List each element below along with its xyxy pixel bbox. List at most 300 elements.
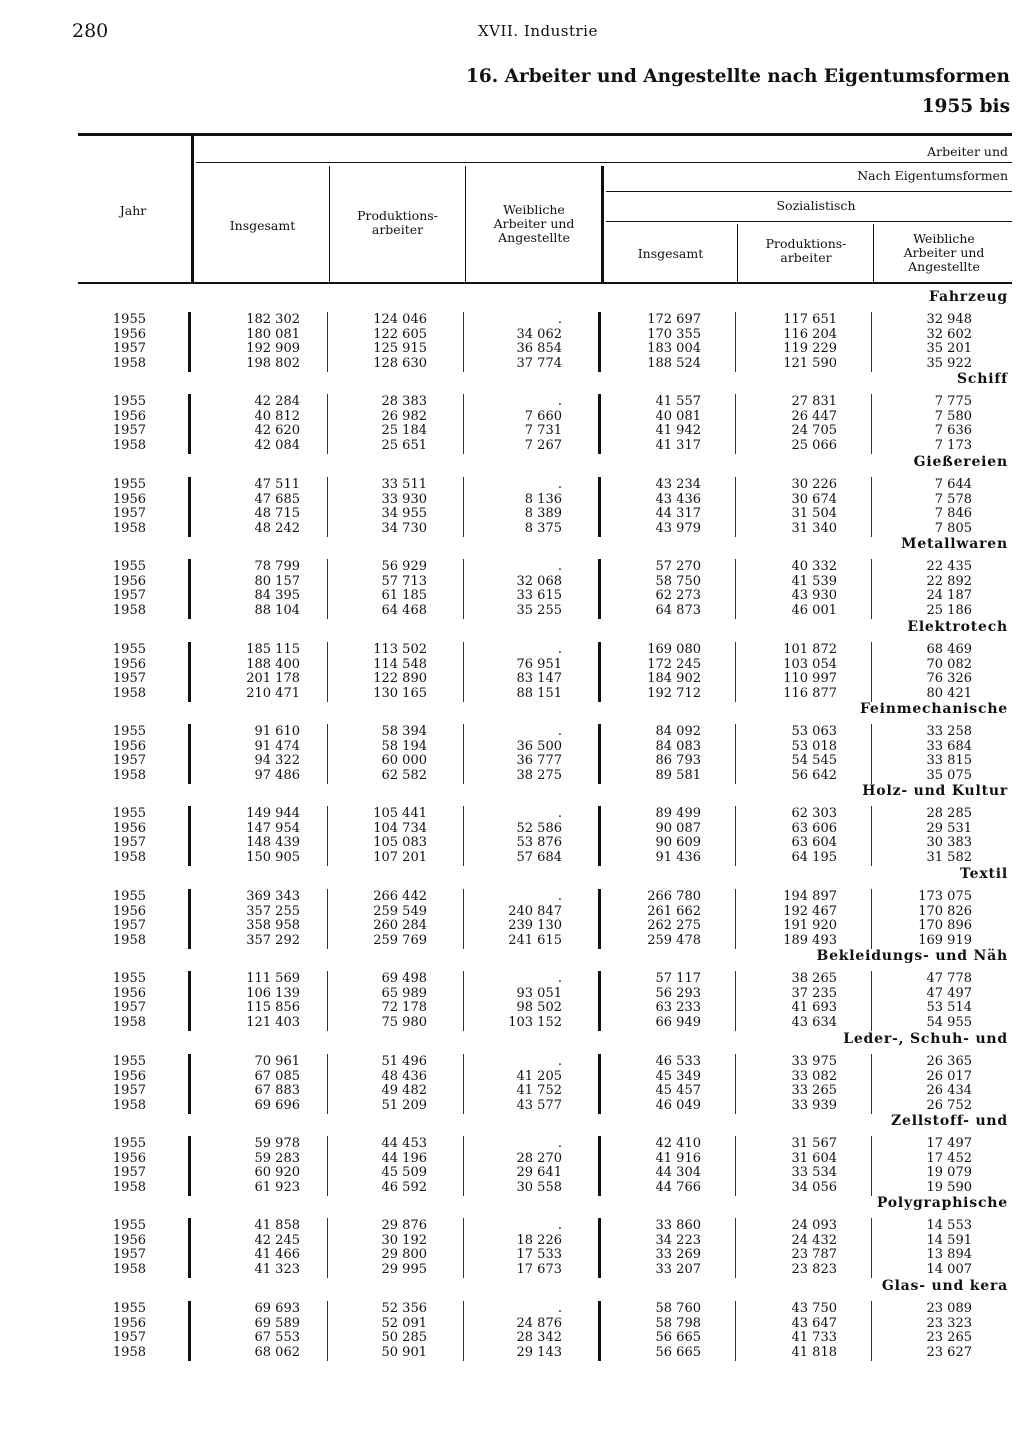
table-row xyxy=(0,395,1024,410)
year-cell: 1956 xyxy=(112,738,146,754)
insgesamt-cell: 97 486 xyxy=(254,767,300,783)
produktionsarbeiter-cell: 25 651 xyxy=(381,437,427,453)
year-cell: 1957 xyxy=(112,918,146,933)
weibliche-cell: 76 951 xyxy=(516,656,562,672)
sozialistisch-produktionsarbeiter-cell: 31 604 xyxy=(791,1150,837,1166)
year-cell: 1957 xyxy=(112,1165,146,1180)
sozialistisch-weibliche-cell: 33 684 xyxy=(926,738,972,754)
insgesamt-cell: 69 693 xyxy=(254,1301,300,1316)
table-row xyxy=(0,439,1024,454)
weibliche-cell: . xyxy=(557,889,562,904)
produktionsarbeiter-cell: 259 769 xyxy=(373,932,427,948)
insgesamt-cell: 42 084 xyxy=(254,437,300,453)
insgesamt-cell: 198 802 xyxy=(246,355,300,371)
running-head: XVII. Industrie xyxy=(478,22,598,40)
year-cell: 1955 xyxy=(112,477,146,492)
weibliche-cell: 33 615 xyxy=(516,588,562,603)
sozialistisch-produktionsarbeiter-cell: 103 054 xyxy=(783,656,837,672)
sozialistisch-weibliche-cell: 23 627 xyxy=(926,1344,972,1360)
table-row xyxy=(0,972,1024,987)
produktionsarbeiter-cell: 124 046 xyxy=(373,312,427,327)
table-row xyxy=(0,1084,1024,1099)
sozialistisch-produktionsarbeiter-cell: 194 897 xyxy=(783,889,837,904)
section-label: Holz- und Kultur xyxy=(862,783,1008,799)
year-cell: 1958 xyxy=(112,1097,146,1113)
sozialistisch-insgesamt-cell: 183 004 xyxy=(647,341,701,356)
produktionsarbeiter-cell: 57 713 xyxy=(381,573,427,589)
table-row xyxy=(0,560,1024,575)
sozialistisch-insgesamt-cell: 58 750 xyxy=(655,573,701,589)
year-cell: 1956 xyxy=(112,820,146,836)
produktionsarbeiter-cell: 46 592 xyxy=(381,1179,427,1195)
sozialistisch-weibliche-cell: 22 892 xyxy=(926,573,972,589)
sozialistisch-weibliche-cell: 22 435 xyxy=(926,559,972,574)
year-cell: 1957 xyxy=(112,1247,146,1262)
year-cell: 1958 xyxy=(112,437,146,453)
header-insgesamt: Insgesamt xyxy=(229,218,296,233)
sozialistisch-insgesamt-cell: 172 697 xyxy=(647,312,701,327)
insgesamt-cell: 59 283 xyxy=(254,1150,300,1166)
sozialistisch-weibliche-cell: 32 948 xyxy=(926,312,972,327)
header-bottom-rule xyxy=(78,282,1012,284)
sozialistisch-insgesamt-cell: 90 609 xyxy=(655,835,701,850)
sozialistisch-insgesamt-cell: 86 793 xyxy=(655,753,701,768)
sozialistisch-insgesamt-cell: 57 270 xyxy=(655,559,701,574)
sozialistisch-weibliche-cell: 7 644 xyxy=(934,477,972,492)
sozialistisch-insgesamt-cell: 66 949 xyxy=(655,1014,701,1030)
sozialistisch-weibliche-cell: 26 365 xyxy=(926,1054,972,1069)
sozialistisch-produktionsarbeiter-cell: 24 432 xyxy=(791,1232,837,1248)
year-cell: 1958 xyxy=(112,767,146,783)
header-s-produktionsarbeiter-line2: arbeiter xyxy=(780,250,832,265)
sozialistisch-insgesamt-cell: 63 233 xyxy=(655,1000,701,1015)
year-cell: 1958 xyxy=(112,520,146,536)
weibliche-cell: 36 500 xyxy=(516,738,562,754)
sozialistisch-produktionsarbeiter-cell: 43 750 xyxy=(791,1301,837,1316)
insgesamt-cell: 147 954 xyxy=(246,820,300,836)
sozialistisch-produktionsarbeiter-cell: 63 606 xyxy=(791,820,837,836)
section-label: Textil xyxy=(960,866,1008,882)
sozialistisch-produktionsarbeiter-cell: 43 634 xyxy=(791,1014,837,1030)
table-row xyxy=(0,575,1024,590)
sozialistisch-insgesamt-cell: 172 245 xyxy=(647,656,701,672)
insgesamt-cell: 42 620 xyxy=(254,423,300,438)
sozialistisch-produktionsarbeiter-cell: 23 823 xyxy=(791,1261,837,1277)
weibliche-cell: 103 152 xyxy=(508,1014,562,1030)
weibliche-cell: 7 731 xyxy=(524,423,562,438)
sozialistisch-weibliche-cell: 24 187 xyxy=(926,588,972,603)
insgesamt-cell: 149 944 xyxy=(246,806,300,821)
sozialistisch-produktionsarbeiter-cell: 116 204 xyxy=(783,326,837,342)
table-row xyxy=(0,478,1024,493)
sozialistisch-weibliche-cell: 7 173 xyxy=(934,437,972,453)
table-row xyxy=(0,507,1024,522)
weibliche-cell: 8 389 xyxy=(524,506,562,521)
sozialistisch-weibliche-cell: 47 497 xyxy=(926,985,972,1001)
year-cell: 1955 xyxy=(112,889,146,904)
weibliche-cell: 37 774 xyxy=(516,355,562,371)
weibliche-cell: . xyxy=(557,394,562,409)
table-row xyxy=(0,687,1024,702)
year-cell: 1955 xyxy=(112,806,146,821)
sozialistisch-weibliche-cell: 14 007 xyxy=(926,1261,972,1277)
produktionsarbeiter-cell: 104 734 xyxy=(373,820,427,836)
produktionsarbeiter-cell: 128 630 xyxy=(373,355,427,371)
produktionsarbeiter-cell: 260 284 xyxy=(373,918,427,933)
header-divider-sprod xyxy=(873,224,874,282)
table-row xyxy=(0,328,1024,343)
weibliche-cell: 57 684 xyxy=(516,849,562,865)
year-cell: 1955 xyxy=(112,971,146,986)
sozialistisch-weibliche-cell: 19 079 xyxy=(926,1165,972,1180)
table-row xyxy=(0,1234,1024,1249)
insgesamt-cell: 69 589 xyxy=(254,1315,300,1331)
year-cell: 1957 xyxy=(112,588,146,603)
insgesamt-cell: 121 403 xyxy=(246,1014,300,1030)
table-row xyxy=(0,934,1024,949)
sozialistisch-insgesamt-cell: 62 273 xyxy=(655,588,701,603)
weibliche-cell: . xyxy=(557,724,562,739)
insgesamt-cell: 41 858 xyxy=(254,1218,300,1233)
sozialistisch-insgesamt-cell: 46 049 xyxy=(655,1097,701,1113)
insgesamt-cell: 357 292 xyxy=(246,932,300,948)
insgesamt-cell: 84 395 xyxy=(254,588,300,603)
weibliche-cell: 7 660 xyxy=(524,408,562,424)
section-label: Glas- und kera xyxy=(881,1278,1008,1294)
table-row xyxy=(0,1099,1024,1114)
sozialistisch-insgesamt-cell: 41 557 xyxy=(655,394,701,409)
insgesamt-cell: 60 920 xyxy=(254,1165,300,1180)
sozialistisch-weibliche-cell: 68 469 xyxy=(926,642,972,657)
weibliche-cell: 43 577 xyxy=(516,1097,562,1113)
header-rule-arbeiter xyxy=(196,162,1012,163)
year-cell: 1958 xyxy=(112,685,146,701)
produktionsarbeiter-cell: 62 582 xyxy=(381,767,427,783)
sozialistisch-produktionsarbeiter-cell: 56 642 xyxy=(791,767,837,783)
weibliche-cell: . xyxy=(557,1301,562,1316)
section-label: Fahrzeug xyxy=(928,289,1008,305)
sozialistisch-produktionsarbeiter-cell: 62 303 xyxy=(791,806,837,821)
produktionsarbeiter-cell: 44 453 xyxy=(381,1136,427,1151)
table-row xyxy=(0,1166,1024,1181)
table-row xyxy=(0,987,1024,1002)
sozialistisch-produktionsarbeiter-cell: 24 093 xyxy=(791,1218,837,1233)
insgesamt-cell: 358 958 xyxy=(246,918,300,933)
insgesamt-cell: 67 883 xyxy=(254,1083,300,1098)
sozialistisch-weibliche-cell: 33 815 xyxy=(926,753,972,768)
sozialistisch-insgesamt-cell: 261 662 xyxy=(647,903,701,919)
table-row xyxy=(0,1152,1024,1167)
table-row xyxy=(0,342,1024,357)
section-label: Gießereien xyxy=(913,454,1008,470)
weibliche-cell: 17 533 xyxy=(516,1247,562,1262)
header-eigentumsformen: Nach Eigentumsformen xyxy=(857,168,1008,183)
produktionsarbeiter-cell: 105 441 xyxy=(373,806,427,821)
sozialistisch-weibliche-cell: 17 497 xyxy=(926,1136,972,1151)
sozialistisch-produktionsarbeiter-cell: 41 693 xyxy=(791,1000,837,1015)
sozialistisch-insgesamt-cell: 42 410 xyxy=(655,1136,701,1151)
year-cell: 1957 xyxy=(112,341,146,356)
sozialistisch-insgesamt-cell: 64 873 xyxy=(655,602,701,618)
produktionsarbeiter-cell: 75 980 xyxy=(381,1014,427,1030)
produktionsarbeiter-cell: 266 442 xyxy=(373,889,427,904)
section-label: Metallwaren xyxy=(901,536,1008,552)
insgesamt-cell: 48 242 xyxy=(254,520,300,536)
insgesamt-cell: 369 343 xyxy=(246,889,300,904)
sozialistisch-insgesamt-cell: 262 275 xyxy=(647,918,701,933)
sozialistisch-weibliche-cell: 35 075 xyxy=(926,767,972,783)
year-cell: 1955 xyxy=(112,1218,146,1233)
insgesamt-cell: 42 284 xyxy=(254,394,300,409)
produktionsarbeiter-cell: 26 982 xyxy=(381,408,427,424)
header-s-weibliche xyxy=(876,232,1012,274)
sozialistisch-insgesamt-cell: 57 117 xyxy=(655,971,701,986)
weibliche-cell: . xyxy=(557,1136,562,1151)
header-s-weibliche-line1: Weibliche xyxy=(913,231,975,246)
header-weibliche-line3: Angestellte xyxy=(498,230,570,245)
sozialistisch-produktionsarbeiter-cell: 121 590 xyxy=(783,355,837,371)
sozialistisch-weibliche-cell: 29 531 xyxy=(926,820,972,836)
insgesamt-cell: 80 157 xyxy=(254,573,300,589)
table-row xyxy=(0,807,1024,822)
sozialistisch-insgesamt-cell: 90 087 xyxy=(655,820,701,836)
header-sozialistisch: Sozialistisch xyxy=(776,198,856,213)
sozialistisch-produktionsarbeiter-cell: 43 647 xyxy=(791,1315,837,1331)
year-cell: 1956 xyxy=(112,326,146,342)
produktionsarbeiter-cell: 48 436 xyxy=(381,1068,427,1084)
sozialistisch-insgesamt-cell: 33 269 xyxy=(655,1247,701,1262)
produktionsarbeiter-cell: 58 194 xyxy=(381,738,427,754)
weibliche-cell: 29 641 xyxy=(516,1165,562,1180)
sozialistisch-insgesamt-cell: 43 234 xyxy=(655,477,701,492)
year-cell: 1958 xyxy=(112,849,146,865)
produktionsarbeiter-cell: 52 356 xyxy=(381,1301,427,1316)
table-row xyxy=(0,1219,1024,1234)
header-produktionsarbeiter xyxy=(331,209,464,237)
year-cell: 1957 xyxy=(112,423,146,438)
table-row xyxy=(0,822,1024,837)
header-jahr: Jahr xyxy=(119,203,147,218)
sozialistisch-insgesamt-cell: 58 760 xyxy=(655,1301,701,1316)
sozialistisch-insgesamt-cell: 56 665 xyxy=(655,1344,701,1360)
year-cell: 1956 xyxy=(112,573,146,589)
produktionsarbeiter-cell: 122 605 xyxy=(373,326,427,342)
sozialistisch-produktionsarbeiter-cell: 46 001 xyxy=(791,602,837,618)
insgesamt-cell: 41 323 xyxy=(254,1261,300,1277)
section-label: Feinmechanische xyxy=(859,701,1008,717)
sozialistisch-weibliche-cell: 31 582 xyxy=(926,849,972,865)
sozialistisch-insgesamt-cell: 41 942 xyxy=(655,423,701,438)
weibliche-cell: 241 615 xyxy=(508,932,562,948)
sozialistisch-weibliche-cell: 54 955 xyxy=(926,1014,972,1030)
produktionsarbeiter-cell: 130 165 xyxy=(373,685,427,701)
table-row xyxy=(0,672,1024,687)
insgesamt-cell: 106 139 xyxy=(246,985,300,1001)
year-cell: 1956 xyxy=(112,1232,146,1248)
weibliche-cell: 8 375 xyxy=(524,520,562,536)
year-cell: 1958 xyxy=(112,1344,146,1360)
sozialistisch-produktionsarbeiter-cell: 30 674 xyxy=(791,491,837,507)
sozialistisch-produktionsarbeiter-cell: 34 056 xyxy=(791,1179,837,1195)
sozialistisch-weibliche-cell: 7 636 xyxy=(934,423,972,438)
weibliche-cell: 18 226 xyxy=(516,1232,562,1248)
weibliche-cell: 32 068 xyxy=(516,573,562,589)
header-divider-jahr xyxy=(191,136,194,282)
header-weibliche-line1: Weibliche xyxy=(503,202,565,217)
insgesamt-cell: 111 569 xyxy=(246,971,300,986)
insgesamt-cell: 180 081 xyxy=(246,326,300,342)
produktionsarbeiter-cell: 56 929 xyxy=(381,559,427,574)
insgesamt-cell: 68 062 xyxy=(254,1344,300,1360)
insgesamt-cell: 48 715 xyxy=(254,506,300,521)
header-s-weibliche-line2: Arbeiter und xyxy=(903,245,985,260)
year-cell: 1956 xyxy=(112,1150,146,1166)
produktionsarbeiter-cell: 49 482 xyxy=(381,1083,427,1098)
produktionsarbeiter-cell: 61 185 xyxy=(381,588,427,603)
produktionsarbeiter-cell: 50 285 xyxy=(381,1330,427,1345)
insgesamt-cell: 91 610 xyxy=(254,724,300,739)
year-cell: 1958 xyxy=(112,1179,146,1195)
produktionsarbeiter-cell: 34 955 xyxy=(381,506,427,521)
sozialistisch-produktionsarbeiter-cell: 110 997 xyxy=(783,671,837,686)
sozialistisch-weibliche-cell: 173 075 xyxy=(918,889,972,904)
sozialistisch-insgesamt-cell: 43 979 xyxy=(655,520,701,536)
sozialistisch-weibliche-cell: 7 775 xyxy=(934,394,972,409)
sozialistisch-weibliche-cell: 26 434 xyxy=(926,1083,972,1098)
sozialistisch-insgesamt-cell: 89 581 xyxy=(655,767,701,783)
year-cell: 1957 xyxy=(112,1000,146,1015)
produktionsarbeiter-cell: 259 549 xyxy=(373,903,427,919)
sozialistisch-produktionsarbeiter-cell: 117 651 xyxy=(783,312,837,327)
insgesamt-cell: 148 439 xyxy=(246,835,300,850)
section-label: Elektrotech xyxy=(907,619,1008,635)
weibliche-cell: 36 777 xyxy=(516,753,562,768)
produktionsarbeiter-cell: 33 511 xyxy=(381,477,427,492)
weibliche-cell: 41 205 xyxy=(516,1068,562,1084)
table-row xyxy=(0,1070,1024,1085)
produktionsarbeiter-cell: 29 876 xyxy=(381,1218,427,1233)
sozialistisch-produktionsarbeiter-cell: 41 733 xyxy=(791,1330,837,1345)
produktionsarbeiter-cell: 29 995 xyxy=(381,1261,427,1277)
table-row xyxy=(0,1001,1024,1016)
year-cell: 1955 xyxy=(112,1054,146,1069)
header-produktionsarbeiter-line1: Produktions- xyxy=(357,208,438,223)
insgesamt-cell: 61 923 xyxy=(254,1179,300,1195)
table-row xyxy=(0,357,1024,372)
table-row xyxy=(0,522,1024,537)
weibliche-cell: 240 847 xyxy=(508,903,562,919)
weibliche-cell: 30 558 xyxy=(516,1179,562,1195)
sozialistisch-weibliche-cell: 30 383 xyxy=(926,835,972,850)
sozialistisch-insgesamt-cell: 56 665 xyxy=(655,1330,701,1345)
weibliche-cell: . xyxy=(557,806,562,821)
section-label: Zellstoff- und xyxy=(890,1113,1008,1129)
insgesamt-cell: 150 905 xyxy=(246,849,300,865)
insgesamt-cell: 78 799 xyxy=(254,559,300,574)
year-cell: 1957 xyxy=(112,753,146,768)
sozialistisch-weibliche-cell: 13 894 xyxy=(926,1247,972,1262)
sozialistisch-weibliche-cell: 170 896 xyxy=(918,918,972,933)
year-cell: 1958 xyxy=(112,1014,146,1030)
produktionsarbeiter-cell: 44 196 xyxy=(381,1150,427,1166)
sozialistisch-insgesamt-cell: 33 860 xyxy=(655,1218,701,1233)
table-row xyxy=(0,604,1024,619)
weibliche-cell: 34 062 xyxy=(516,326,562,342)
section-label: Bekleidungs- und Näh xyxy=(816,948,1008,964)
table-row xyxy=(0,890,1024,905)
table-row xyxy=(0,1055,1024,1070)
sozialistisch-produktionsarbeiter-cell: 119 229 xyxy=(783,341,837,356)
section-label: Schiff xyxy=(957,371,1008,387)
sozialistisch-weibliche-cell: 7 805 xyxy=(934,520,972,536)
sozialistisch-insgesamt-cell: 84 083 xyxy=(655,738,701,754)
table-row xyxy=(0,1263,1024,1278)
sozialistisch-produktionsarbeiter-cell: 27 831 xyxy=(791,394,837,409)
insgesamt-cell: 40 812 xyxy=(254,408,300,424)
header-divider-prod xyxy=(465,166,466,282)
header-s-produktionsarbeiter-line1: Produktions- xyxy=(765,236,847,251)
table-row xyxy=(0,658,1024,673)
sozialistisch-produktionsarbeiter-cell: 24 705 xyxy=(791,423,837,438)
insgesamt-cell: 94 322 xyxy=(254,753,300,768)
sozialistisch-insgesamt-cell: 184 902 xyxy=(647,671,701,686)
weibliche-cell: 17 673 xyxy=(516,1261,562,1277)
sozialistisch-insgesamt-cell: 33 207 xyxy=(655,1261,701,1277)
produktionsarbeiter-cell: 69 498 xyxy=(381,971,427,986)
sozialistisch-insgesamt-cell: 170 355 xyxy=(647,326,701,342)
produktionsarbeiter-cell: 60 000 xyxy=(381,753,427,768)
sozialistisch-produktionsarbeiter-cell: 192 467 xyxy=(783,903,837,919)
sozialistisch-produktionsarbeiter-cell: 30 226 xyxy=(791,477,837,492)
sozialistisch-insgesamt-cell: 41 916 xyxy=(655,1150,701,1166)
sozialistisch-produktionsarbeiter-cell: 64 195 xyxy=(791,849,837,865)
table-row xyxy=(0,1248,1024,1263)
weibliche-cell: . xyxy=(557,1218,562,1233)
weibliche-cell: 35 255 xyxy=(516,602,562,618)
sozialistisch-insgesamt-cell: 44 304 xyxy=(655,1165,701,1180)
sozialistisch-weibliche-cell: 23 265 xyxy=(926,1330,972,1345)
sozialistisch-insgesamt-cell: 45 349 xyxy=(655,1068,701,1084)
sozialistisch-insgesamt-cell: 44 766 xyxy=(655,1179,701,1195)
produktionsarbeiter-cell: 65 989 xyxy=(381,985,427,1001)
year-cell: 1955 xyxy=(112,642,146,657)
produktionsarbeiter-cell: 30 192 xyxy=(381,1232,427,1248)
sozialistisch-produktionsarbeiter-cell: 191 920 xyxy=(783,918,837,933)
year-cell: 1957 xyxy=(112,835,146,850)
sozialistisch-produktionsarbeiter-cell: 33 975 xyxy=(791,1054,837,1069)
sozialistisch-insgesamt-cell: 188 524 xyxy=(647,355,701,371)
produktionsarbeiter-cell: 33 930 xyxy=(381,491,427,507)
sozialistisch-produktionsarbeiter-cell: 40 332 xyxy=(791,559,837,574)
sozialistisch-weibliche-cell: 17 452 xyxy=(926,1150,972,1166)
year-cell: 1958 xyxy=(112,602,146,618)
year-cell: 1956 xyxy=(112,903,146,919)
weibliche-cell: 98 502 xyxy=(516,1000,562,1015)
sozialistisch-weibliche-cell: 33 258 xyxy=(926,724,972,739)
table-row xyxy=(0,851,1024,866)
year-cell: 1955 xyxy=(112,394,146,409)
insgesamt-cell: 69 696 xyxy=(254,1097,300,1113)
produktionsarbeiter-cell: 114 548 xyxy=(373,656,427,672)
year-cell: 1955 xyxy=(112,312,146,327)
year-cell: 1958 xyxy=(112,355,146,371)
produktionsarbeiter-cell: 58 394 xyxy=(381,724,427,739)
produktionsarbeiter-cell: 125 915 xyxy=(373,341,427,356)
weibliche-cell: 88 151 xyxy=(516,685,562,701)
sozialistisch-insgesamt-cell: 169 080 xyxy=(647,642,701,657)
produktionsarbeiter-cell: 51 496 xyxy=(381,1054,427,1069)
insgesamt-cell: 67 553 xyxy=(254,1330,300,1345)
